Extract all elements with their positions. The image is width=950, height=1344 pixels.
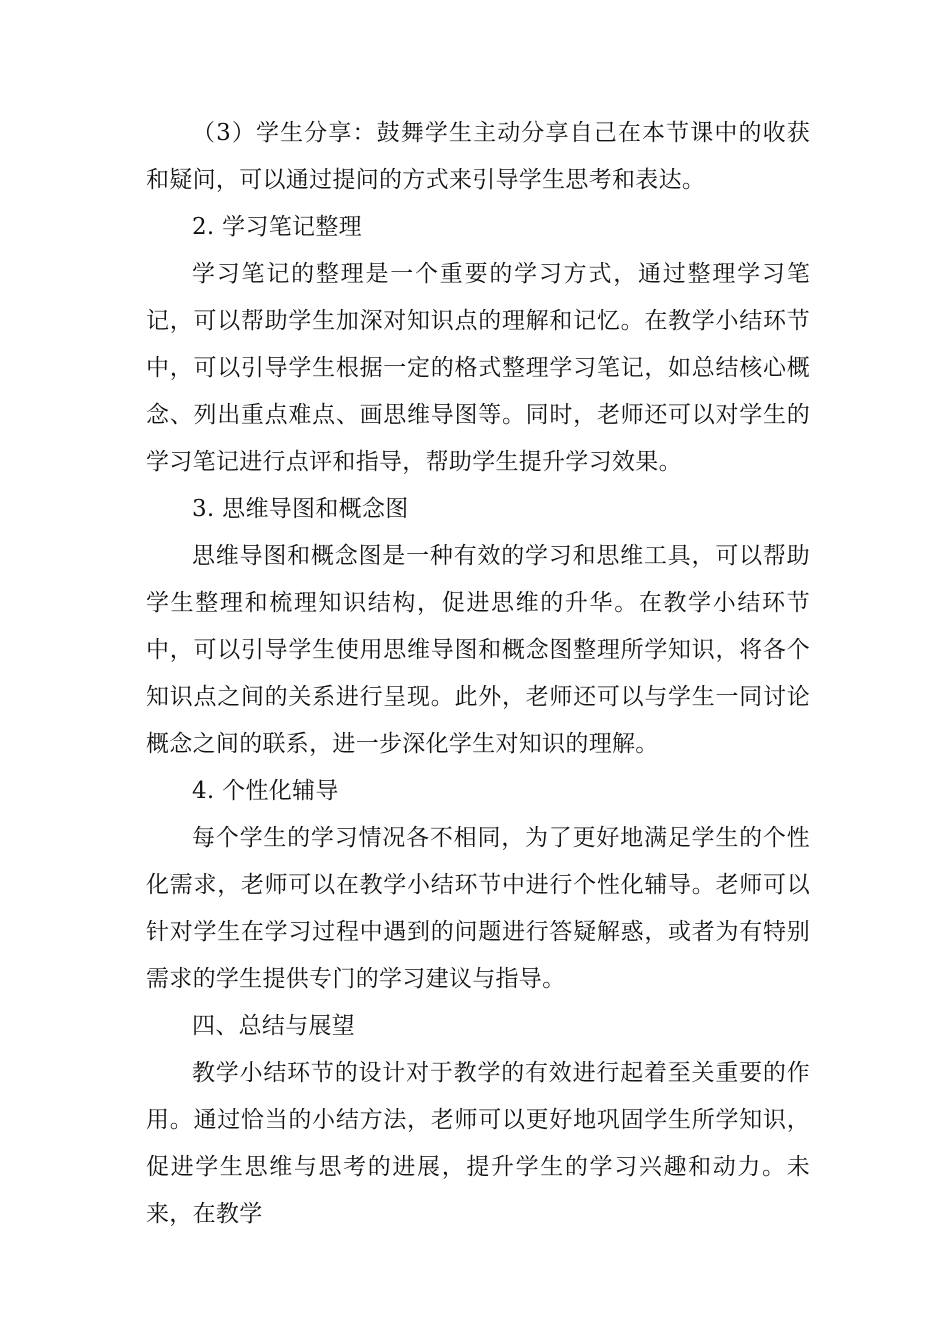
- paragraph-mind-maps: 思维导图和概念图是一种有效的学习和思维工具，可以帮助学生整理和梳理知识结构，促进思维的升华。在教学小结环节中，可以引导学生使用思维导图和概念图整理所学知识，将各个知识点之间的关系进行呈现。此外，老师还可以与学生一同讨论概念之间的联系，进一步深化学生对知识的理解。: [146, 543, 810, 757]
- heading-personalized-tutoring: 4. 个性化辅导: [192, 778, 339, 804]
- paragraph-personalized-tutoring: 每个学生的学习情况各不相同，为了更好地满足学生的个性化需求，老师可以在教学小结环节中进行个性化辅导。老师可以针对学生在学习过程中遇到的问题进行答疑解惑，或者为有特别需求的学生提供专门的学习建议与指导。: [146, 825, 810, 992]
- paragraph-summary-outlook: 教学小结环节的设计对于教学的有效进行起着至关重要的作用。通过恰当的小结方法，老师可以更好地巩固学生所学知识，促进学生思维与思考的进展，提升学生的学习兴趣和动力。未来，在教学: [146, 1060, 810, 1227]
- paragraph-study-notes: 学习笔记的整理是一个重要的学习方式，通过整理学习笔记，可以帮助学生加深对知识点的理解和记忆。在教学小结环节中，可以引导学生根据一定的格式整理学习笔记，如总结核心概念、列出重点难点、画思维导图等。同时，老师还可以对学生的学习笔记进行点评和指导，帮助学生提升学习效果。: [146, 261, 810, 475]
- heading-summary-outlook: 四、总结与展望: [192, 1013, 356, 1039]
- document-body: [146, 110, 810, 1238]
- heading-study-notes: 2. 学习笔记整理: [192, 214, 362, 240]
- paragraph-student-sharing: （3）学生分享：鼓舞学生主动分享自己在本节课中的收获和疑问，可以通过提问的方式来引导学生思考和表达。: [146, 120, 810, 193]
- heading-mind-maps: 3. 思维导图和概念图: [192, 496, 409, 522]
